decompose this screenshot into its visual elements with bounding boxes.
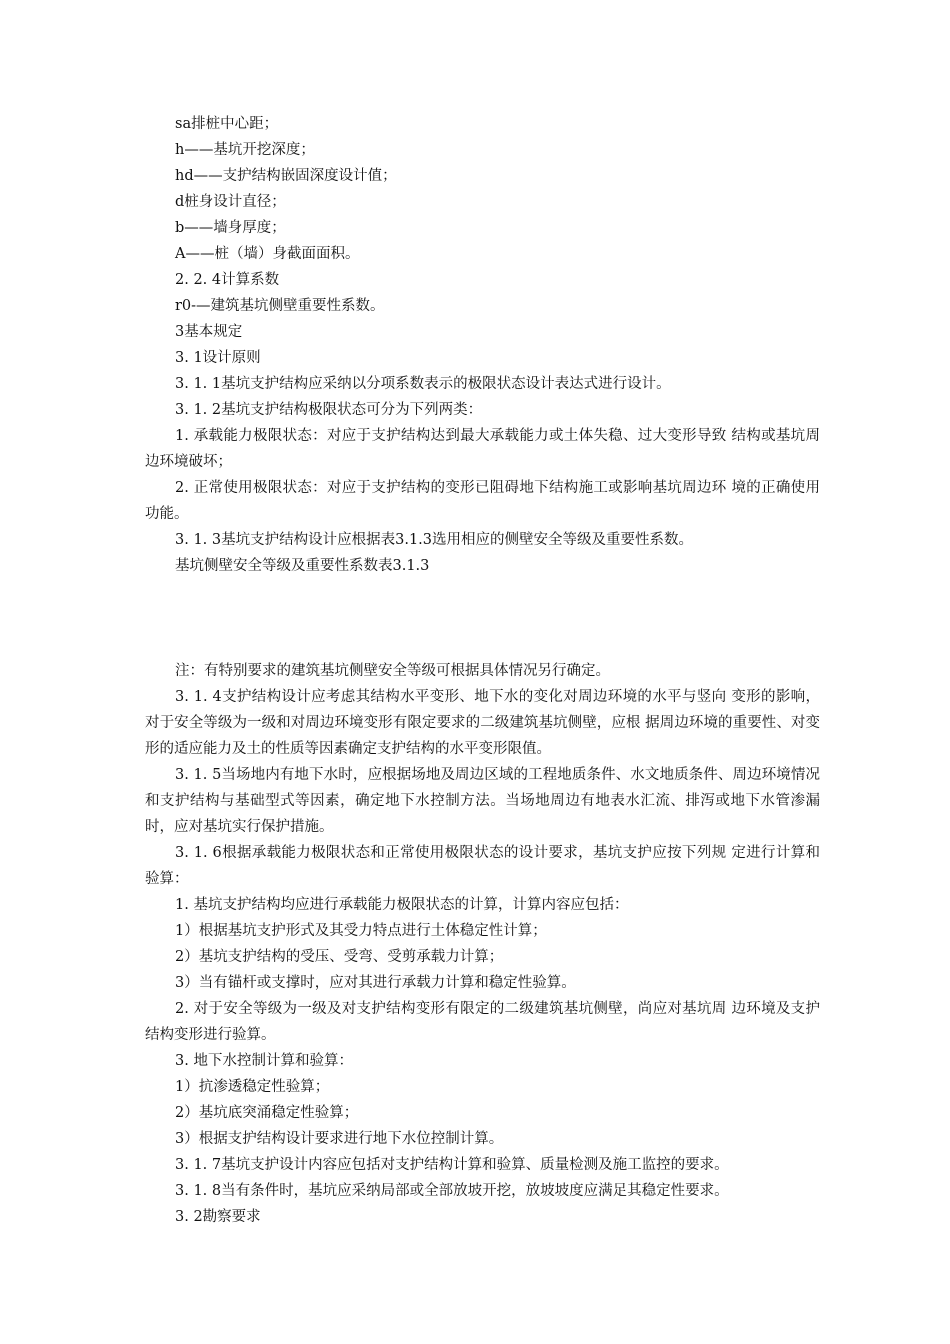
paragraph-hd-definition: hd——支护结构嵌固深度设计值； xyxy=(175,168,397,184)
clause-3-1-6-item-1-3: 3）当有锚杆或支撑时，应对其进行承载力计算和稳定性验算。 xyxy=(175,975,576,991)
clause-3-1-6-item-3-3: 3）根据支护结构设计要求进行地下水位控制计算。 xyxy=(175,1131,504,1147)
clause-3-1-6-item-1-1: 1）根据基坑支护形式及其受力特点进行土体稳定性计算； xyxy=(175,923,547,939)
clause-3-1-8: 3. 1. 8当有条件时，基坑应采纳局部或全部放坡开挖，放坡坡度应满足其稳定性要求。 xyxy=(175,1183,729,1199)
paragraph-sa-definition: sa排桩中心距； xyxy=(175,116,279,132)
clause-3-1-7: 3. 1. 7基坑支护设计内容应包括对支护结构计算和验算、质量检测及施工监控的要求。 xyxy=(175,1157,729,1173)
clause-3-1-6-item-1-2: 2）基坑支护结构的受压、受弯、受剪承载力计算； xyxy=(175,949,504,965)
chapter-heading-3: 3基本规定 xyxy=(175,324,243,340)
paragraph-a-definition: A——桩（墙）身截面面积。 xyxy=(175,246,360,262)
clause-3-1-5: 3. 1. 5当场地内有地下水时，应根据场地及周边区域的工程地质条件、水文地质条件、周边环境情况和支护结构与基础型式等因素，确定地下水控制方法。当场地周边有地表水汇流、排泻或地下水管渗漏时，应对基坑实行保护措施。 xyxy=(145,767,820,835)
clause-3-1-6-item-2: 2. 对于安全等级为一级及对支护结构变形有限定的二级建筑基坑侧壁，尚应对基坑周 边环境及支护结构变形进行验算。 xyxy=(145,1001,820,1043)
paragraph-h-definition: h——基坑开挖深度； xyxy=(175,142,315,158)
document-body xyxy=(145,111,820,1230)
clause-3-1-3: 3. 1. 3基坑支护结构设计应根据表3.1.3选用相应的侧壁安全等级及重要性系数。 xyxy=(175,532,694,548)
clause-3-1-4: 3. 1. 4支护结构设计应考虑其结构水平变形、地下水的变化对周边环境的水平与竖向 变形的影响，对于安全等级为一级和对周边环境变形有限定要求的二级建筑基坑侧壁，应根 据周边环境的重要性、对变形的适应能力及土的性质等因素确定支护结构的水平变形限值。 xyxy=(145,689,820,757)
section-heading-2-2-4: 2. 2. 4计算系数 xyxy=(175,272,280,288)
section-heading-3-2: 3. 2勘察要求 xyxy=(175,1209,261,1225)
clause-3-1-2-item-2: 2. 正常使用极限状态：对应于支护结构的变形已阻碍地下结构施工或影响基坑周边环 境的正确使用功能。 xyxy=(145,480,820,522)
clause-3-1-6: 3. 1. 6根据承载能力极限状态和正常使用极限状态的设计要求，基坑支护应按下列规 定进行计算和验算： xyxy=(145,845,820,887)
clause-3-1-6-item-3-2: 2）基坑底突涌稳定性验算； xyxy=(175,1105,359,1121)
paragraph-r0-definition: r0-—建筑基坑侧壁重要性系数。 xyxy=(175,298,385,314)
table-caption-3-1-3: 基坑侧壁安全等级及重要性系数表3.1.3 xyxy=(175,558,430,574)
clause-3-1-2: 3. 1. 2基坑支护结构极限状态可分为下列两类： xyxy=(175,402,483,418)
clause-3-1-6-item-1: 1. 基坑支护结构均应进行承载能力极限状态的计算，计算内容应包括： xyxy=(175,897,629,913)
clause-3-1-6-item-3-1: 1）抗渗透稳定性验算； xyxy=(175,1079,330,1095)
clause-3-1-2-item-1: 1. 承载能力极限状态：对应于支护结构达到最大承载能力或土体失稳、过大变形导致 结构或基坑周边环境破坏； xyxy=(145,428,820,470)
clause-3-1-1: 3. 1. 1基坑支护结构应采纳以分项系数表示的极限状态设计表达式进行设计。 xyxy=(175,376,671,392)
section-heading-3-1: 3. 1设计原则 xyxy=(175,350,261,366)
table-placeholder-gap xyxy=(145,579,820,658)
paragraph-d-definition: d桩身设计直径； xyxy=(175,194,286,210)
clause-3-1-6-item-3: 3. 地下水控制计算和验算： xyxy=(175,1053,353,1069)
paragraph-b-definition: b——墙身厚度； xyxy=(175,220,286,236)
table-note: 注：有特别要求的建筑基坑侧壁安全等级可根据具体情况另行确定。 xyxy=(175,663,610,679)
